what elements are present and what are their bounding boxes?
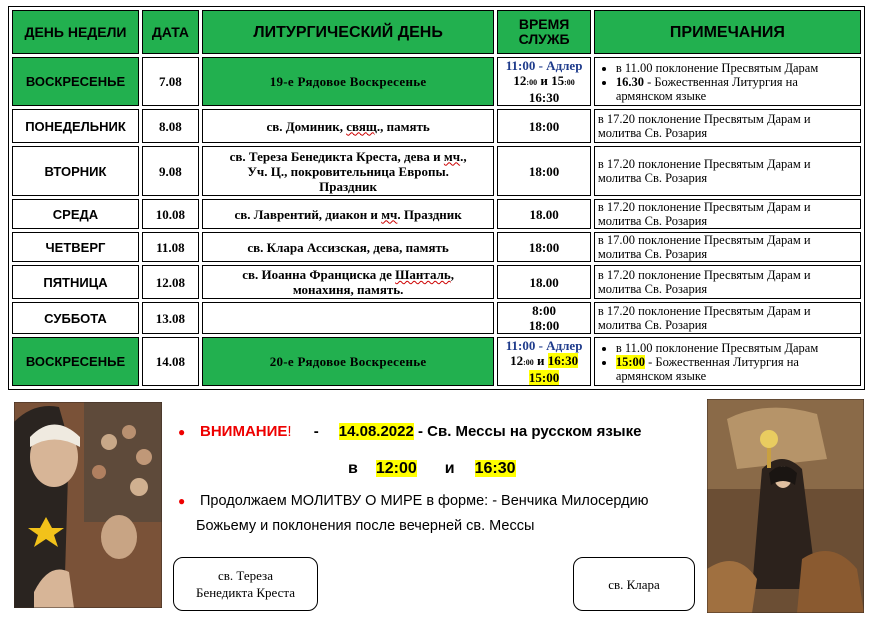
cell-day: ВОСКРЕСЕНЬЕ bbox=[12, 57, 139, 106]
cell-date: 8.08 bbox=[142, 109, 199, 143]
prayer-line2: Божьему и поклонения после вечерней св. Мессы bbox=[196, 518, 535, 534]
time-line3: 16:30 bbox=[528, 90, 560, 105]
bullet-icon: ● bbox=[178, 425, 186, 439]
table-row bbox=[12, 265, 861, 299]
note-item: • 15:00 - Божественная Литургия на армянском языке bbox=[616, 355, 857, 383]
cell-date: 9.08 bbox=[142, 146, 199, 196]
cell-day: ПОНЕДЕЛЬНИК bbox=[12, 109, 139, 143]
cell-liturgy: св. Доминик, свящ., память bbox=[202, 109, 495, 143]
cell-date: 11.08 bbox=[142, 232, 199, 262]
cell-date: 14.08 bbox=[142, 337, 199, 386]
header-day-of-week: ДЕНЬ НЕДЕЛИ bbox=[12, 10, 139, 54]
table-row bbox=[12, 146, 861, 196]
prayer-line1: ● Продолжаем МОЛИТВУ О МИРЕ в форме: - Венчика Милосердию bbox=[178, 493, 649, 509]
cell-time: 18:00 bbox=[497, 109, 590, 143]
cell-time bbox=[497, 57, 590, 106]
cell-date: 12.08 bbox=[142, 265, 199, 299]
cell-date: 10.08 bbox=[142, 199, 199, 229]
header-service-time: ВРЕМЯ СЛУЖБ bbox=[497, 10, 590, 54]
painting-illustration bbox=[14, 402, 162, 608]
table-header-row bbox=[12, 10, 861, 54]
cell-notes bbox=[594, 337, 861, 386]
painting-illustration bbox=[707, 399, 864, 613]
table-row bbox=[12, 109, 861, 143]
saint-clare-painting bbox=[707, 399, 864, 613]
caption-saint-teresa: св. Тереза Бенедикта Креста bbox=[173, 557, 318, 611]
cell-time: 18:00 bbox=[497, 232, 590, 262]
header-liturgical-day: ЛИТУРГИЧЕСКИЙ ДЕНЬ bbox=[202, 10, 495, 54]
cell-day: СРЕДА bbox=[12, 199, 139, 229]
note-item: • в 11.00 поклонение Пресвятым Дарам bbox=[616, 61, 857, 75]
cell-day: СУББОТА bbox=[12, 302, 139, 334]
cell-notes: в 17.20 поклонение Пресвятым Дарам и молитва Св. Розария bbox=[594, 265, 861, 299]
cell-notes: в 17.00 поклонение Пресвятым Дарам и молитва Св. Розария bbox=[594, 232, 861, 262]
cell-day: ЧЕТВЕРГ bbox=[12, 232, 139, 262]
table-row bbox=[12, 199, 861, 229]
note-item: • 16.30 - Божественная Литургия на армянском языке bbox=[616, 75, 857, 103]
caption-saint-clare: св. Клара bbox=[573, 557, 695, 611]
cell-liturgy bbox=[202, 302, 495, 334]
cell-day: ВОСКРЕСЕНЬЕ bbox=[12, 337, 139, 386]
schedule-table bbox=[8, 6, 865, 390]
time-line3: 15:00 bbox=[528, 370, 560, 385]
cell-time: 18.00 bbox=[497, 199, 590, 229]
cell-liturgy: 20-е Рядовое Воскресенье bbox=[202, 337, 495, 386]
cell-time: 8:00 18:00 bbox=[497, 302, 590, 334]
cell-date: 7.08 bbox=[142, 57, 199, 106]
table-row bbox=[12, 232, 861, 262]
header-date: ДАТА bbox=[142, 10, 199, 54]
time-adler: 11:00 - Адлер bbox=[505, 58, 583, 73]
cell-notes: в 17.20 поклонение Пресвятым Дарам и молитва Св. Розария bbox=[594, 146, 861, 196]
table-row bbox=[12, 302, 861, 334]
cell-liturgy: св. Клара Ассизская, дева, память bbox=[202, 232, 495, 262]
header-notes: ПРИМЕЧАНИЯ bbox=[594, 10, 861, 54]
cell-day: ПЯТНИЦА bbox=[12, 265, 139, 299]
cell-notes: в 17.20 поклонение Пресвятым Дарам и молитва Св. Розария bbox=[594, 109, 861, 143]
cell-time: 18:00 bbox=[497, 146, 590, 196]
cell-notes: в 17.20 поклонение Пресвятым Дарам и молитва Св. Розария bbox=[594, 302, 861, 334]
table-row bbox=[12, 337, 861, 386]
bullet-icon: ● bbox=[178, 494, 186, 508]
note-item: • в 11.00 поклонение Пресвятым Дарам bbox=[616, 341, 857, 355]
cell-liturgy: св. Лаврентий, диакон и мч. Праздник bbox=[202, 199, 495, 229]
cell-notes bbox=[594, 57, 861, 106]
table-row bbox=[12, 57, 861, 106]
cell-notes: в 17.20 поклонение Пресвятым Дарам и молитва Св. Розария bbox=[594, 199, 861, 229]
cell-day: ВТОРНИК bbox=[12, 146, 139, 196]
announcement-times: в 12:00 и 16:30 bbox=[348, 460, 516, 477]
cell-time: 18.00 bbox=[497, 265, 590, 299]
cell-liturgy: св. Тереза Бенедикта Креста, дева и мч., Уч. Ц., покровительница Европы. Праздник bbox=[202, 146, 495, 196]
cell-time bbox=[497, 337, 590, 386]
cell-liturgy: св. Иоанна Франциска де Шанталь, монахиня, память. bbox=[202, 265, 495, 299]
time-line2: 12:00 и 16:30 bbox=[510, 353, 579, 368]
cell-date: 13.08 bbox=[142, 302, 199, 334]
saint-teresa-painting bbox=[14, 402, 162, 608]
cell-liturgy: 19-е Рядовое Воскресенье bbox=[202, 57, 495, 106]
announcement-line1: ● ВНИМАНИЕ! - 14.08.2022 - Св. Мессы на русском языке bbox=[178, 423, 642, 440]
time-adler: 11:00 - Адлер bbox=[505, 338, 583, 353]
time-line2: 12:00 и 15:00 bbox=[513, 73, 575, 88]
